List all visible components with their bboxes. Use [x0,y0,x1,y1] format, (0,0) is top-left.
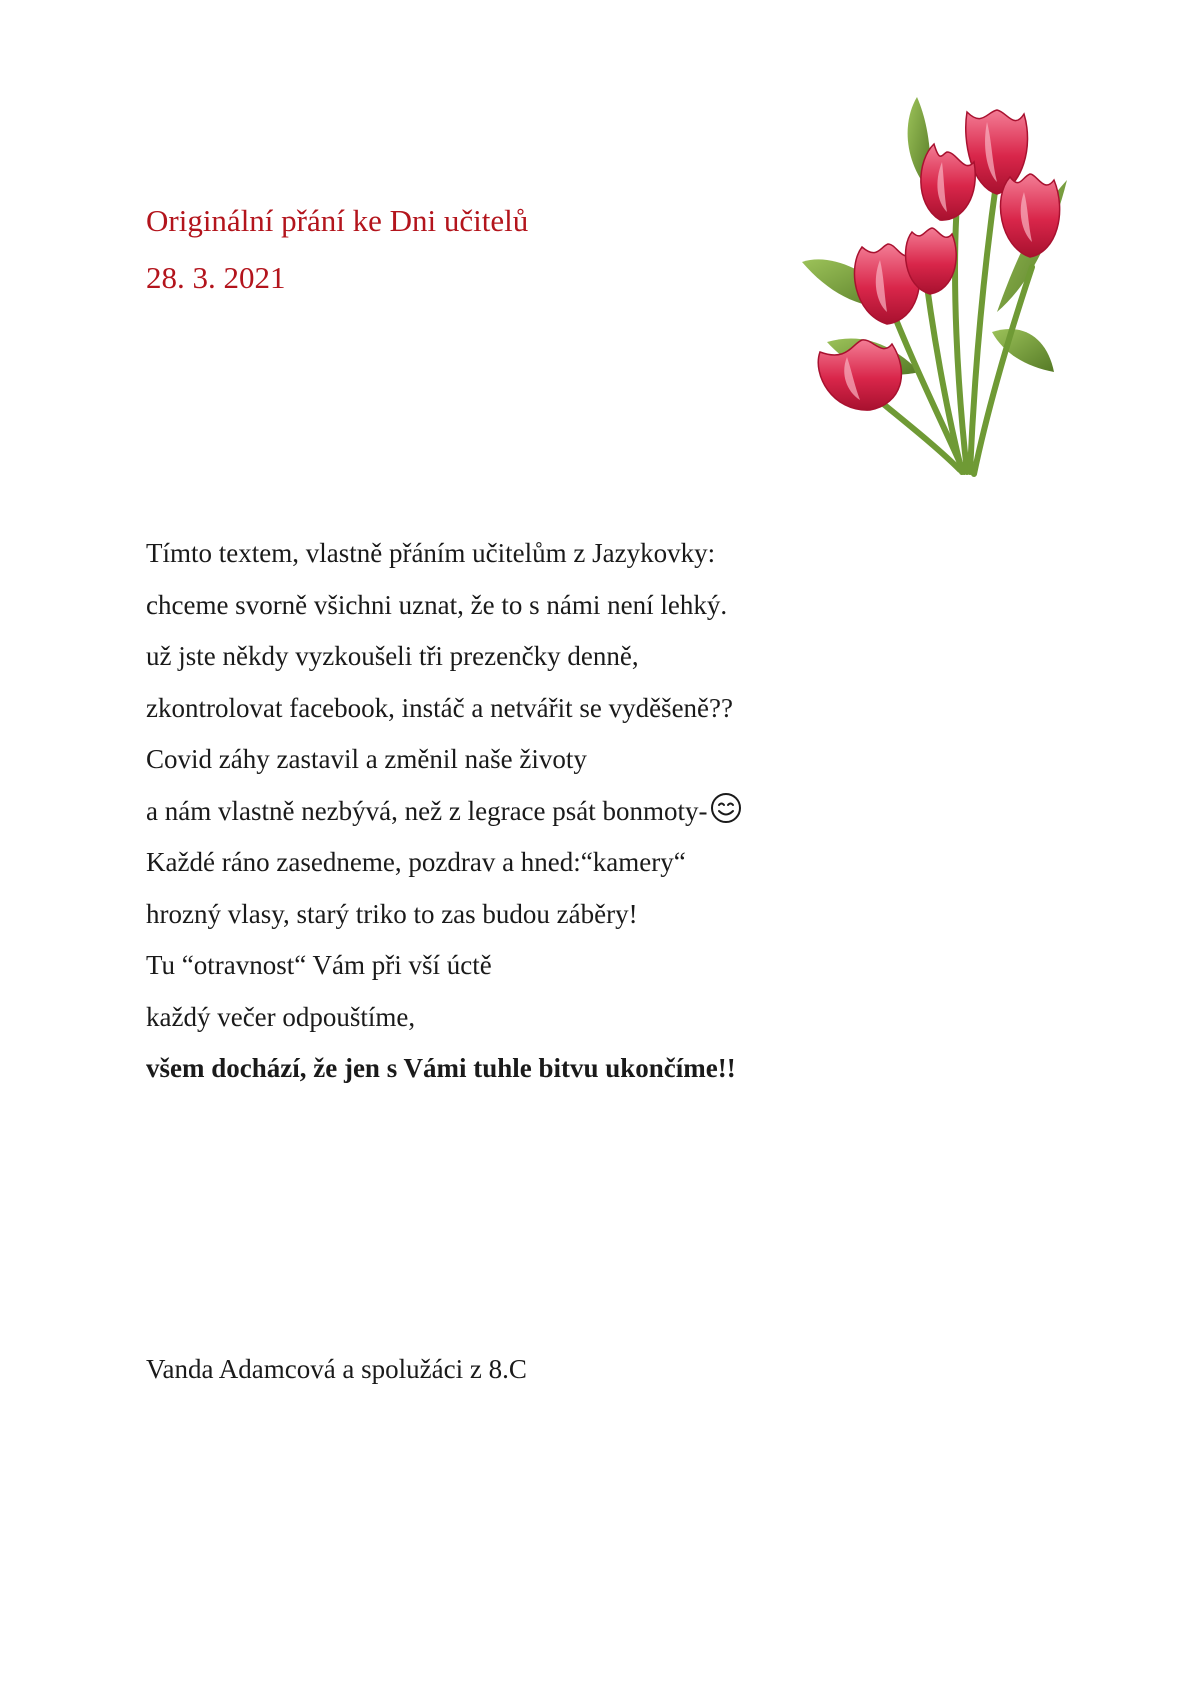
poem-line: chceme svorně všichni uznat, že to s námi není lehký. [146,589,728,620]
smiling-face-icon [710,792,742,824]
poem-line: Každé ráno zasedneme, pozdrav a hned:“kamery“ [146,847,686,877]
poem-line-with-smiley [146,786,926,838]
poem-line: zkontrolovat facebook, instáč a netvářit se vyděšeně?? [146,692,733,723]
document-title: Originální přání ke Dni učitelů [146,203,529,238]
poem-line: hrozný vlasy, starý triko to zas budou záběry! [146,898,638,929]
tulip-bouquet-icon [792,82,1092,482]
document-date: 28. 3. 2021 [146,260,286,295]
poem-line: Tímto textem, vlastně přáním učitelům z Jazykovky: [146,538,716,568]
poem-line: Tu “otravnost“ Vám při vší úctě [146,950,492,980]
poem-line-text: a nám vlastně nezbývá, než z legrace psát bonmoty- [146,795,708,826]
poem-line: už jste někdy vyzkoušeli tři prezenčky denně, [146,641,639,671]
poem [146,528,926,1095]
poem-line: každý večer odpouštíme, [146,1001,416,1032]
signature: Vanda Adamcová a spolužáci z 8.C [146,1354,527,1384]
poem-line: Covid záhy zastavil a změnil naše životy [146,744,587,774]
poem-final-line: všem dochází, že jen s Vámi tuhle bitvu ukončíme!! [146,1053,736,1083]
